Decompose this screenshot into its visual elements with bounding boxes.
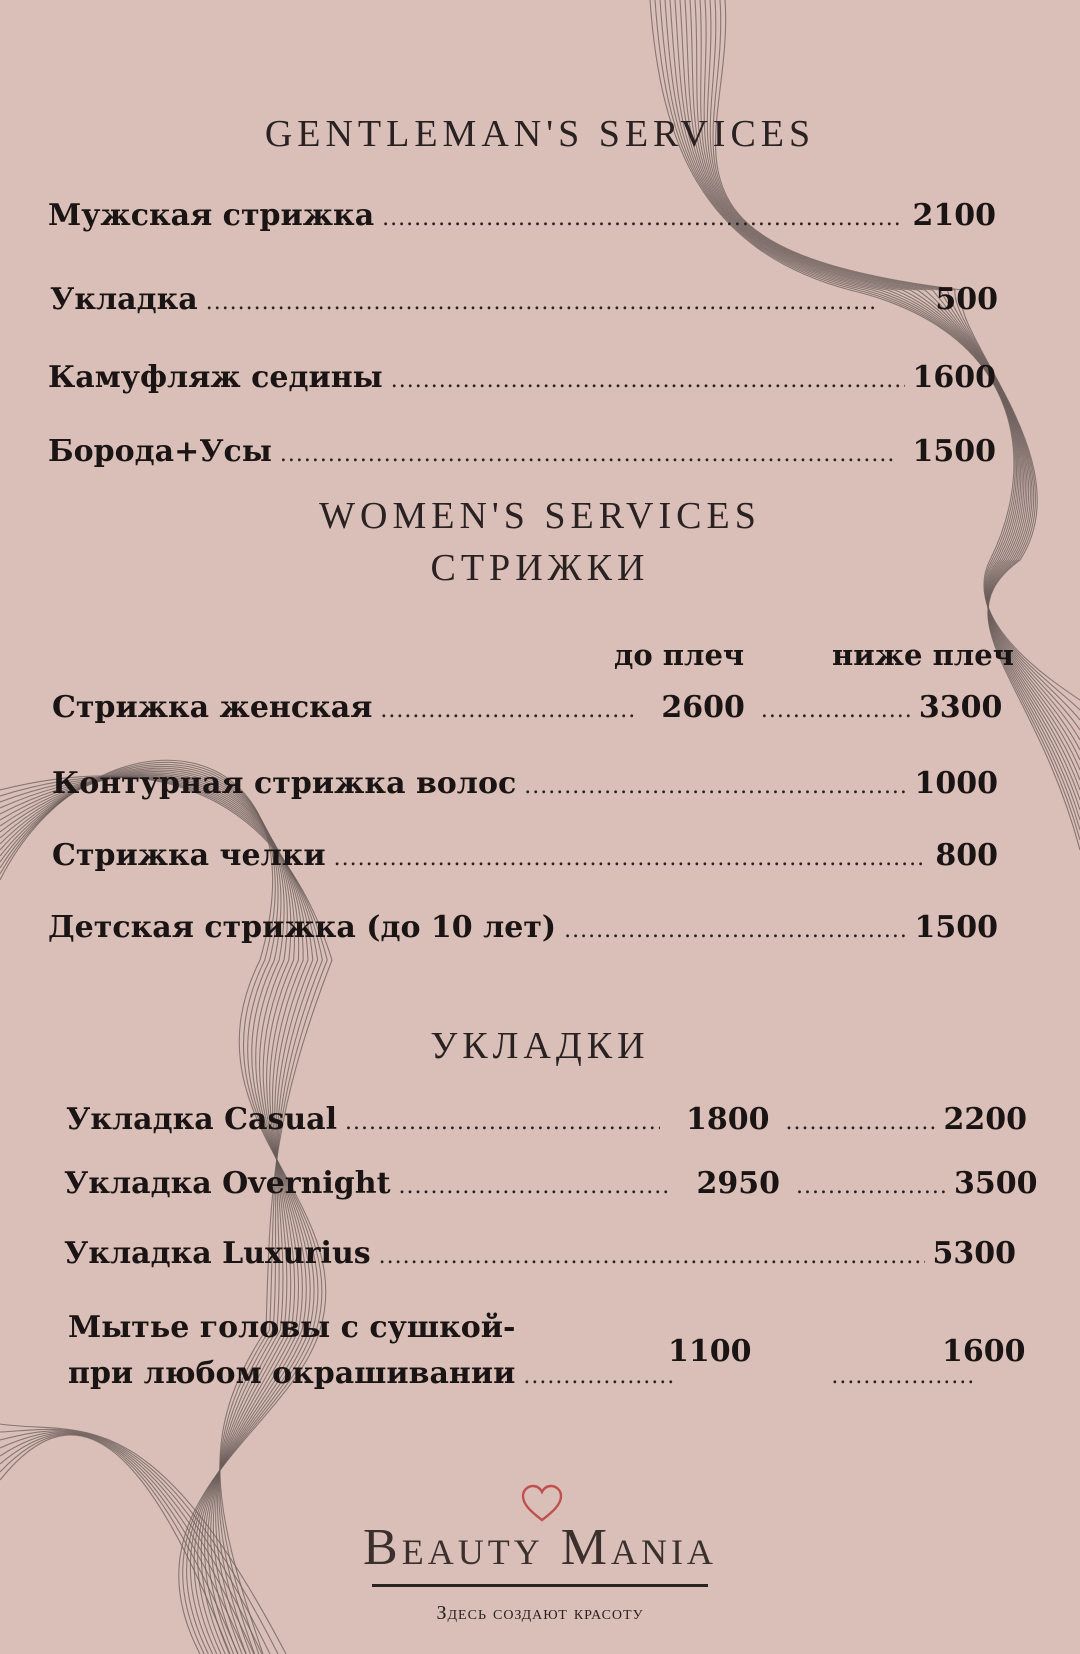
service-name: Укладка Overnight <box>64 1166 391 1201</box>
service-name: Укладка <box>50 282 198 317</box>
service-row <box>64 1166 1038 1201</box>
service-row <box>48 360 996 395</box>
price-long: 2200 <box>943 1102 1027 1137</box>
service-name: при любом окрашивании <box>68 1356 516 1391</box>
service-name: Укладка Casual <box>66 1102 337 1137</box>
service-name: Мытье головы с сушкой- <box>68 1310 516 1345</box>
price-short: 2600 <box>661 690 745 725</box>
service-price: 1000 <box>914 766 998 801</box>
leader-dots <box>398 1174 668 1199</box>
price-short <box>668 1334 752 1369</box>
service-name: Стрижка челки <box>52 838 326 873</box>
column-header-short: до плеч <box>614 638 745 672</box>
service-row <box>68 1356 1018 1391</box>
service-price: 1600 <box>912 360 996 395</box>
service-price: 1600 <box>942 1334 1026 1369</box>
leader-dots <box>564 918 906 943</box>
women-section-title: WOMEN'S SERVICES <box>319 495 761 537</box>
leader-dots <box>345 1110 660 1135</box>
price-short: 1800 <box>686 1102 770 1137</box>
service-price: 1500 <box>912 434 996 469</box>
brand-tagline: Здесь создают красоту <box>436 1602 644 1624</box>
service-row <box>48 198 996 233</box>
price-long <box>942 1334 1026 1369</box>
wave-line <box>650 0 1080 700</box>
leader-dots <box>761 698 911 723</box>
gentlemen-section-title: GENTLEMAN'S SERVICES <box>264 113 816 155</box>
service-price: 800 <box>935 838 998 873</box>
service-name: Мужская стрижка <box>48 198 375 233</box>
service-row <box>66 1102 1027 1137</box>
styling-subtitle: УКЛАДКИ <box>430 1025 650 1067</box>
service-row <box>64 1236 1016 1271</box>
service-row <box>52 838 998 873</box>
haircuts-subtitle: СТРИЖКИ <box>430 547 650 589</box>
service-name: Контурная стрижка волос <box>52 766 517 801</box>
service-row <box>50 282 998 317</box>
leader-dots <box>391 368 905 393</box>
service-name: Укладка Luxurius <box>64 1236 371 1271</box>
service-row <box>52 766 998 801</box>
price-short: 2950 <box>696 1166 780 1201</box>
price-long: 3300 <box>918 690 1003 725</box>
service-price: 1100 <box>668 1334 752 1369</box>
leader-dots <box>524 774 906 799</box>
service-price: 1500 <box>914 910 998 945</box>
leader-dots <box>786 1110 936 1135</box>
service-row <box>48 434 996 469</box>
service-name: Борода+Усы <box>48 434 272 469</box>
service-row <box>52 690 1003 725</box>
service-name-line <box>68 1310 668 1345</box>
leader-dots <box>382 206 902 231</box>
column-header-long: ниже плеч <box>832 638 1014 672</box>
service-name: Камуфляж седины <box>48 360 383 395</box>
leader-dots <box>206 290 876 315</box>
service-price: 5300 <box>932 1236 1016 1271</box>
service-name: Стрижка женская <box>52 690 373 725</box>
service-price: 500 <box>935 282 998 317</box>
brand-underline <box>372 1584 708 1587</box>
brand-name: Beauty Mania <box>363 1519 717 1576</box>
leader-dots <box>280 442 895 467</box>
wave-line <box>655 0 1080 710</box>
leader-dots <box>380 698 635 723</box>
service-name: Детская стрижка (до 10 лет) <box>48 910 557 945</box>
price-long: 3500 <box>953 1166 1038 1201</box>
leader-dots <box>796 1174 946 1199</box>
service-price: 2100 <box>912 198 996 233</box>
leader-dots <box>523 1364 673 1389</box>
leader-dots <box>334 846 924 871</box>
service-row <box>48 910 998 945</box>
leader-dots <box>379 1244 925 1269</box>
